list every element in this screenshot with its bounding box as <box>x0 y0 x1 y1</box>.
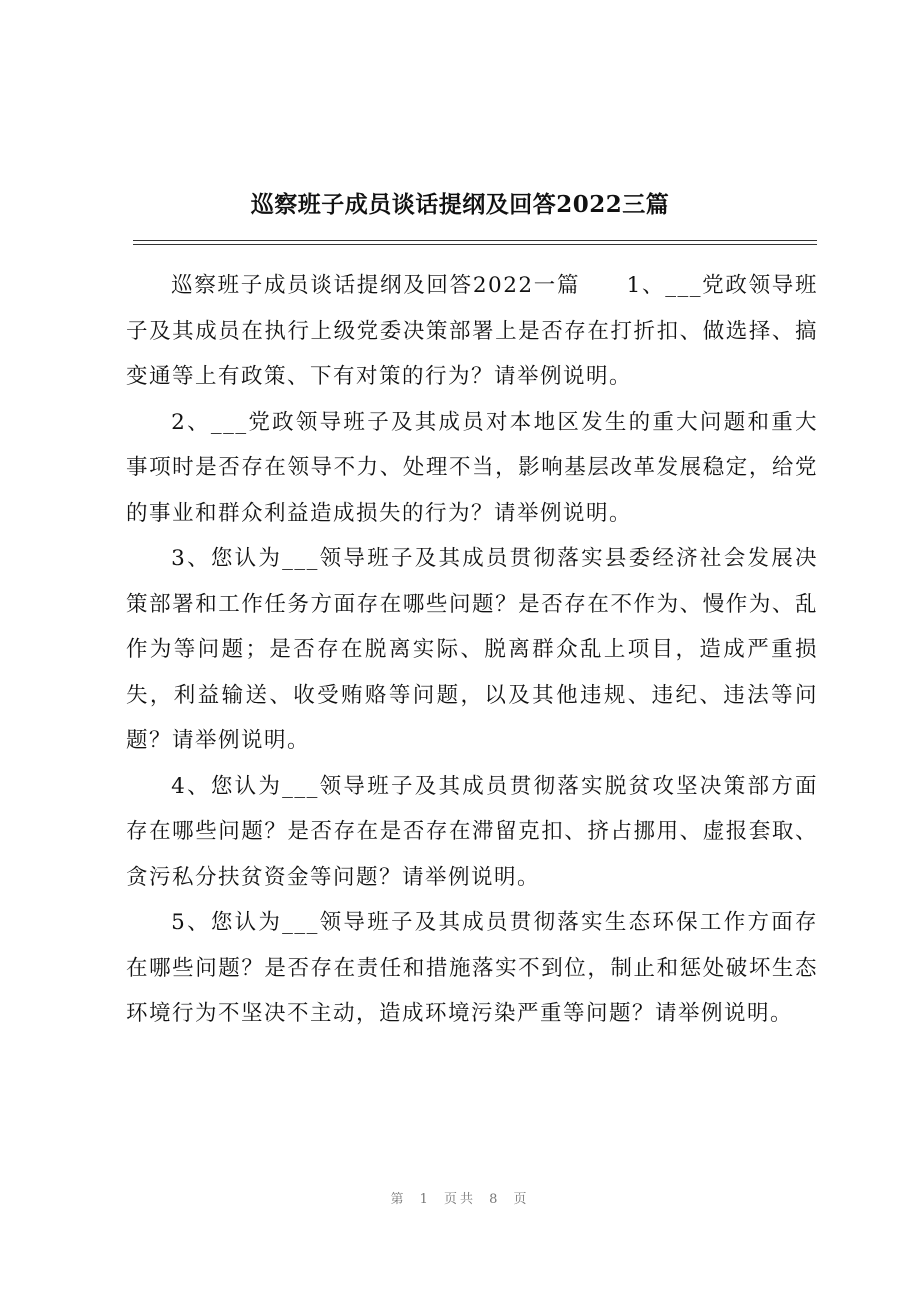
paragraph-1: 巡察班子成员谈话提纲及回答2022一篇 1、___党政领导班子及其成员在执行上级党委决策部署上是否存在打折扣、做选择、搞变通等上有政策、下有对策的行为？请举例说明。 <box>126 273 818 389</box>
paragraph-5: 5、您认为___领导班子及其成员贯彻落实生态环保工作方面存在哪些问题？是否存在责任和措施落实不到位，制止和惩处破坏生态环境行为不坚决不主动，造成环境污染严重等问题？请举例说明。 <box>126 910 818 1026</box>
page-number-footer: 第 1 页共 8 页 <box>390 1192 530 1207</box>
paragraph-2: 2、___党政领导班子及其成员对本地区发生的重大问题和重大事项时是否存在领导不力、处理不当，影响基层改革发展稳定，给党的事业和群众利益造成损失的行为？请举例说明。 <box>126 409 818 526</box>
title-double-rule <box>133 240 817 245</box>
document-body <box>126 263 818 1037</box>
paragraph-3: 3、您认为___领导班子及其成员贯彻落实县委经济社会发展决策部署和工作任务方面存在哪些问题？是否存在不作为、慢作为、乱作为等问题；是否存在脱离实际、脱离群众乱上项目，造成严重损失，利益输送、收受贿赂等问题，以及其他违规、违纪、违法等问题？请举例说明。 <box>126 546 818 753</box>
paragraph-4: 4、您认为___领导班子及其成员贯彻落实脱贫攻坚决策部方面存在哪些问题？是否存在是否存在滞留克扣、挤占挪用、虚报套取、贪污私分扶贫资金等问题？请举例说明。 <box>126 773 818 890</box>
document-title: 巡察班子成员谈话提纲及回答2022三篇 <box>250 191 670 218</box>
